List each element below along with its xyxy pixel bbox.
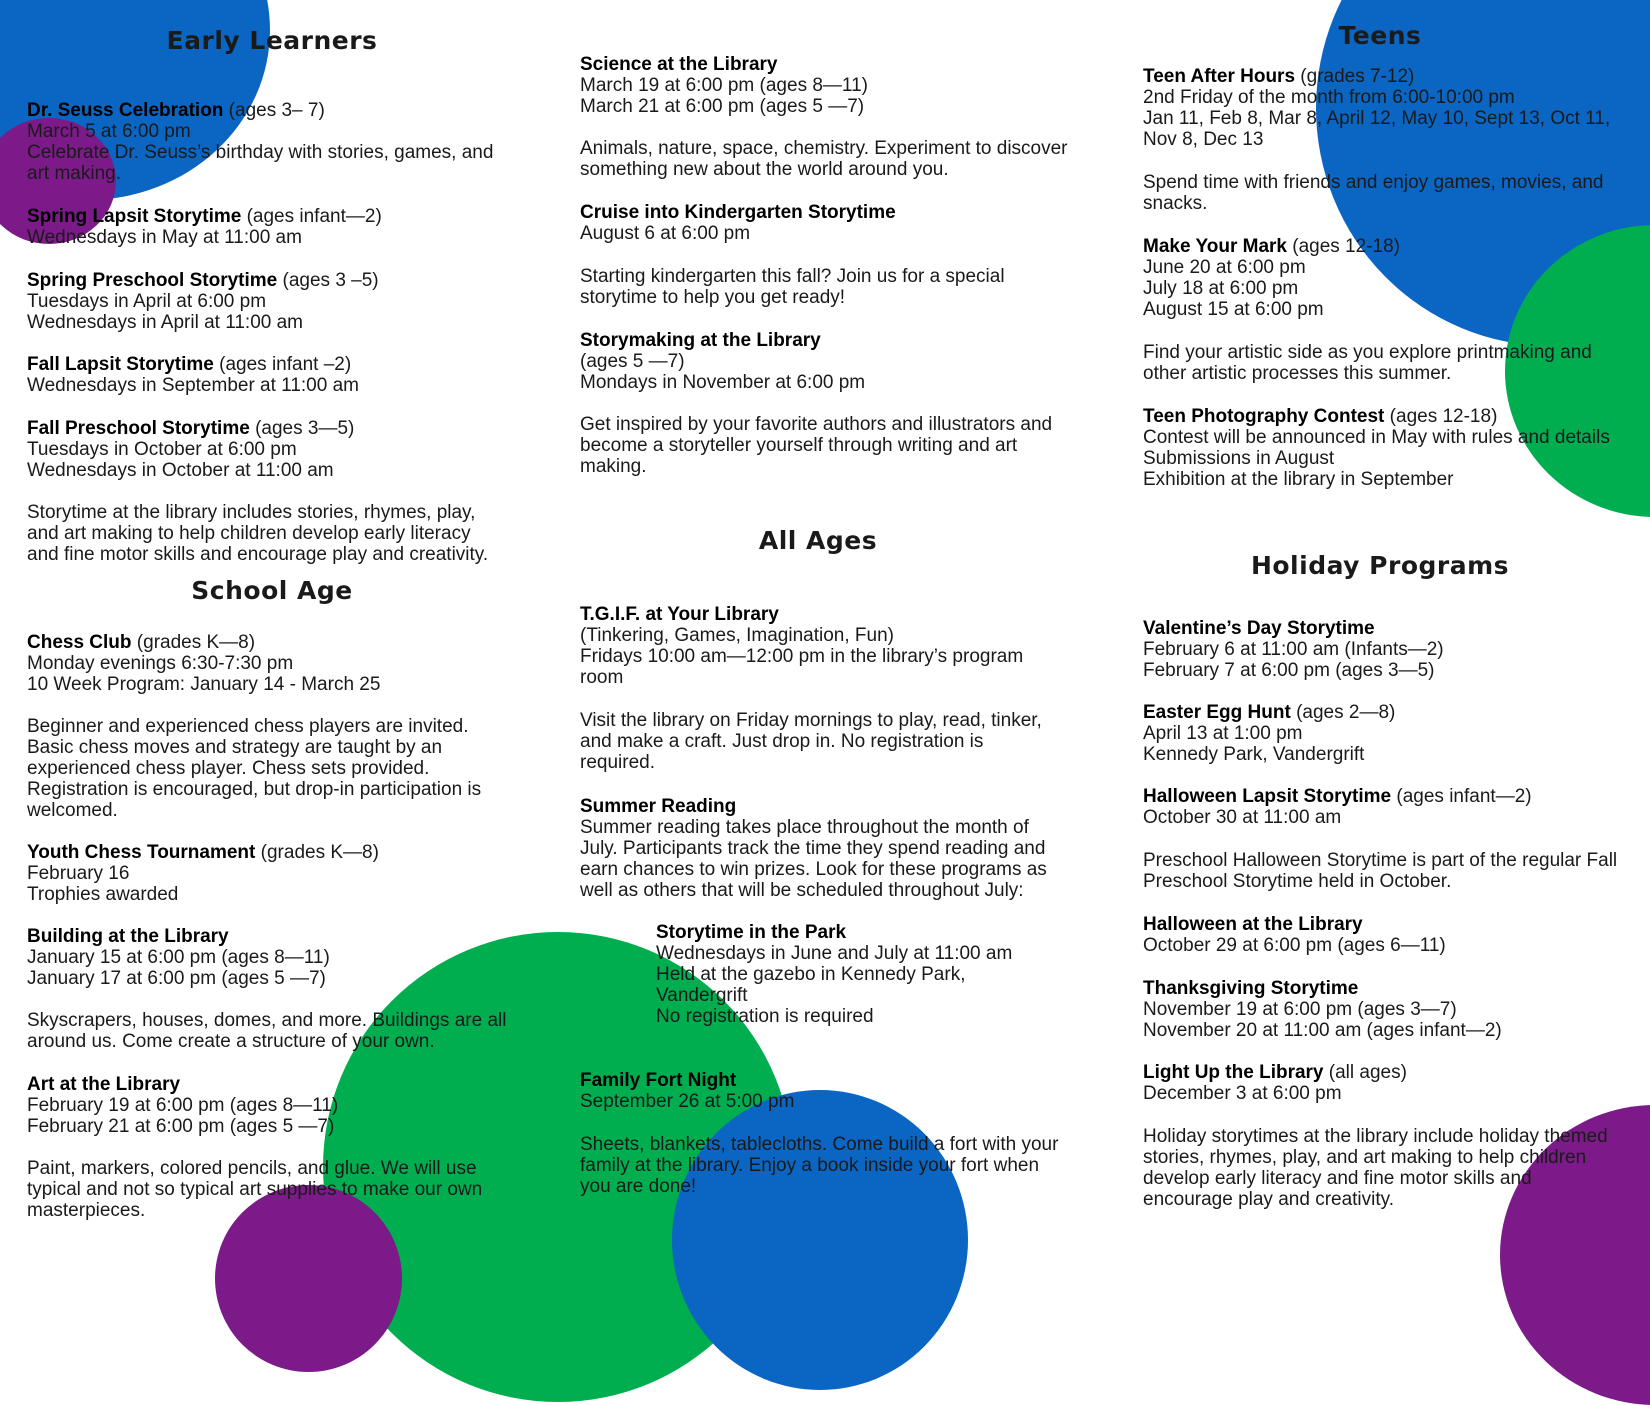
summer-reading [580,796,1047,901]
thanksgiving-date-1: November 19 at 6:00 pm (ages 3—7) [1143,999,1457,1020]
easter-date: April 13 at 1:00 pm [1143,723,1303,744]
summer-desc-line: well as others that will be scheduled throughout July: [580,880,1024,901]
dr-seuss-date: March 5 at 6:00 pm [27,121,191,142]
storytime-description [27,502,488,565]
fort-description [580,1134,1058,1197]
cruise-desc-line: Starting kindergarten this fall? Join us for a special [580,266,1005,287]
storytime-desc-line: Storytime at the library includes stories, rhymes, play, [27,502,476,523]
tgif-description [580,710,1042,773]
halloween-note [1143,850,1617,892]
dr-seuss-desc-2: art making. [27,163,121,184]
holiday-desc-line: encourage play and creativity. [1143,1189,1395,1210]
photo-ages: (ages 12-18) [1384,406,1498,427]
teen-photography-contest [1143,406,1610,490]
fall-preschool-title: Fall Preschool Storytime [27,418,250,439]
storymaking-at-the-library [580,330,865,393]
chess-desc-line: Basic chess moves and strategy are taught by an [27,737,443,758]
early-learners-heading: Early Learners [166,26,378,55]
valentine-date-2: February 7 at 6:00 pm (ages 3—5) [1143,660,1435,681]
family-fort-night [580,1070,794,1112]
after-hours-description [1143,172,1603,214]
chess-description [27,716,481,821]
park-detail-line: Wednesdays in June and July at 11:00 am [656,943,1013,964]
chess-desc-line: welcomed. [27,800,118,821]
art-desc-line: typical and not so typical art supplies to make our own [27,1179,483,1200]
cruise-description [580,266,1005,308]
valentines-day-storytime [1143,618,1444,681]
light-up-date: December 3 at 6:00 pm [1143,1083,1342,1104]
photo-detail-line: Contest will be announced in May with rules and details [1143,427,1610,448]
fall-lapsit-ages: (ages infant –2) [213,354,352,375]
tgif-title: T.G.I.F. at Your Library [580,604,779,625]
science-title: Science at the Library [580,54,778,75]
holiday-desc-line: stories, rhymes, play, and art making to help children [1143,1147,1587,1168]
tgif-desc-line: and make a craft. Just drop in. No registration is [580,731,984,752]
halloween-at-the-library [1143,914,1446,956]
art-desc-line: masterpieces. [27,1200,146,1221]
building-date-2: January 17 at 6:00 pm (ages 5 —7) [27,968,326,989]
art-description [27,1158,482,1221]
fall-preschool-date-2: Wednesdays in October at 11:00 am [27,460,334,481]
spring-preschool-date-1: Tuesdays in April at 6:00 pm [27,291,267,312]
chess-desc-line: experienced chess player. Chess sets provided. [27,758,430,779]
halloween-lib-title: Halloween at the Library [1143,914,1363,935]
fort-desc-line: Sheets, blankets, tablecloths. Come build a fort with your [580,1134,1059,1155]
all-ages-heading: All Ages [758,526,878,555]
halloween-note-line: Preschool Storytime held in October. [1143,871,1452,892]
building-desc-line: Skyscrapers, houses, domes, and more. Buildings are all [27,1010,507,1031]
art-desc-line: Paint, markers, colored pencils, and glue. We will use [27,1158,477,1179]
after-desc-line: Spend time with friends and enjoy games, movies, and [1143,172,1604,193]
building-title: Building at the Library [27,926,229,947]
halloween-note-line: Preschool Halloween Storytime is part of the regular Fall [1143,850,1618,871]
halloween-lapsit-date: October 30 at 11:00 am [1143,807,1342,828]
science-description [580,138,1068,180]
dr-seuss-title: Dr. Seuss Celebration [27,100,224,121]
mark-desc-line: other artistic processes this summer. [1143,363,1452,384]
spring-preschool-title: Spring Preschool Storytime [27,270,278,291]
easter-egg-hunt [1143,702,1395,765]
park-detail-line: No registration is required [656,1006,874,1027]
storymaking-desc-line: become a storyteller yourself through writing and art [580,435,1018,456]
fall-lapsit-storytime [27,354,359,396]
after-desc-line: snacks. [1143,193,1208,214]
spring-lapsit-storytime [27,206,382,248]
cruise-date: August 6 at 6:00 pm [580,223,751,244]
after-hours-title: Teen After Hours [1143,66,1296,87]
fall-preschool-date-1: Tuesdays in October at 6:00 pm [27,439,297,460]
mark-ages: (ages 12-18) [1286,236,1400,257]
spring-preschool-storytime [27,270,379,333]
fall-preschool-storytime [27,418,354,481]
art-title: Art at the Library [27,1074,181,1095]
fall-lapsit-title: Fall Lapsit Storytime [27,354,214,375]
mark-title: Make Your Mark [1143,236,1287,257]
mark-date-1: June 20 at 6:00 pm [1143,257,1306,278]
spring-lapsit-ages: (ages infant—2) [241,206,382,227]
tgif-schedule-2: room [580,667,624,688]
teens-heading: Teens [1338,21,1422,50]
spring-preschool-date-2: Wednesdays in April at 11:00 am [27,312,304,333]
chess-club-grades: (grades K—8) [131,632,256,653]
art-date-1: February 19 at 6:00 pm (ages 8—11) [27,1095,339,1116]
thanksgiving-date-2: November 20 at 11:00 am (ages infant—2) [1143,1020,1502,1041]
dr-seuss-desc-1: Celebrate Dr. Seuss’s birthday with stories, games, and [27,142,494,163]
photo-title: Teen Photography Contest [1143,406,1385,427]
light-up-title: Light Up the Library [1143,1062,1324,1083]
halloween-lapsit-title: Halloween Lapsit Storytime [1143,786,1392,807]
mark-date-2: July 18 at 6:00 pm [1143,278,1299,299]
park-detail-line: Vandergrift [656,985,748,1006]
light-up-ages: (all ages) [1323,1062,1407,1083]
fort-title: Family Fort Night [580,1070,737,1091]
chess-club [27,632,380,695]
chess-desc-line: Registration is encouraged, but drop-in participation is [27,779,482,800]
building-at-the-library [27,926,330,989]
chess-desc-line: Beginner and experienced chess players are invited. [27,716,469,737]
storymaking-desc-line: making. [580,456,647,477]
tgif-subtitle: (Tinkering, Games, Imagination, Fun) [580,625,894,646]
after-hours-dates-2: Nov 8, Dec 13 [1143,129,1264,150]
storymaking-title: Storymaking at the Library [580,330,821,351]
after-hours-grades: (grades 7-12) [1295,66,1415,87]
school-age-heading: School Age [191,576,353,605]
dr-seuss-ages: (ages 3– 7) [223,100,325,121]
science-desc-line: something new about the world around you. [580,159,949,180]
building-date-1: January 15 at 6:00 pm (ages 8—11) [27,947,330,968]
storymaking-desc-line: Get inspired by your favorite authors and illustrators and [580,414,1053,435]
mark-date-3: August 15 at 6:00 pm [1143,299,1324,320]
mark-desc-line: Find your artistic side as you explore printmaking and [1143,342,1592,363]
fall-lapsit-date: Wednesdays in September at 11:00 am [27,375,359,396]
halloween-lapsit-ages: (ages infant—2) [1391,786,1532,807]
after-hours-schedule: 2nd Friday of the month from 6:00-10:00 pm [1143,87,1515,108]
halloween-lib-date: October 29 at 6:00 pm (ages 6—11) [1143,935,1446,956]
storymaking-date: Mondays in November at 6:00 pm [580,372,866,393]
youth-chess-grades: (grades K—8) [255,842,379,863]
spring-lapsit-date: Wednesdays in May at 11:00 am [27,227,302,248]
cruise-title: Cruise into Kindergarten Storytime [580,202,896,223]
fall-preschool-ages: (ages 3—5) [249,418,355,439]
summer-reading-title: Summer Reading [580,796,737,817]
holiday-programs-heading: Holiday Programs [1250,551,1510,580]
thanksgiving-storytime [1143,978,1502,1041]
dr-seuss-celebration [27,100,493,184]
spring-lapsit-title: Spring Lapsit Storytime [27,206,242,227]
youth-chess-trophies: Trophies awarded [27,884,179,905]
valentine-date-1: February 6 at 11:00 am (Infants—2) [1143,639,1444,660]
spring-preschool-ages: (ages 3 –5) [277,270,379,291]
building-desc-line: around us. Come create a structure of your own. [27,1031,435,1052]
cruise-desc-line: storytime to help you get ready! [580,287,846,308]
park-detail-line: Held at the gazebo in Kennedy Park, [656,964,966,985]
science-desc-line: Animals, nature, space, chemistry. Experiment to discover [580,138,1068,159]
easter-location: Kennedy Park, Vandergrift [1143,744,1365,765]
art-at-the-library [27,1074,338,1137]
park-title: Storytime in the Park [656,922,847,943]
easter-ages: (ages 2—8) [1290,702,1396,723]
make-your-mark [1143,236,1400,320]
tgif-at-your-library [580,604,1023,688]
fort-date: September 26 at 5:00 pm [580,1091,795,1112]
valentine-title: Valentine’s Day Storytime [1143,618,1375,639]
thanksgiving-title: Thanksgiving Storytime [1143,978,1359,999]
storytime-desc-line: and fine motor skills and encourage play and creativity. [27,544,489,565]
easter-title: Easter Egg Hunt [1143,702,1291,723]
fort-desc-line: you are done! [580,1176,697,1197]
science-date-1: March 19 at 6:00 pm (ages 8—11) [580,75,868,96]
storymaking-description [580,414,1052,477]
summer-desc-line: Summer reading takes place throughout the month of [580,817,1029,838]
youth-chess-date: February 16 [27,863,130,884]
light-up-the-library [1143,1062,1407,1104]
tgif-desc-line: Visit the library on Friday mornings to play, read, tinker, [580,710,1042,731]
science-date-2: March 21 at 6:00 pm (ages 5 —7) [580,96,865,117]
summer-desc-line: July. Participants track the time they spend reading and [580,838,1046,859]
after-hours-dates-1: Jan 11, Feb 8, Mar 8, April 12, May 10, Sept 13, Oct 11, [1143,108,1611,129]
storymaking-ages: (ages 5 —7) [580,351,685,372]
chess-club-title: Chess Club [27,632,132,653]
photo-detail-line: Exhibition at the library in September [1143,469,1454,490]
fort-desc-line: family at the library. Enjoy a book inside your fort when [580,1155,1040,1176]
holiday-desc-line: Holiday storytimes at the library include holiday themed [1143,1126,1608,1147]
science-at-the-library [580,54,868,117]
summer-desc-line: earn chances to win prizes. Look for these programs as [580,859,1047,880]
youth-chess-title: Youth Chess Tournament [27,842,256,863]
photo-detail-line: Submissions in August [1143,448,1335,469]
youth-chess-tournament [27,842,379,905]
holiday-description [1143,1126,1608,1210]
art-date-2: February 21 at 6:00 pm (ages 5 —7) [27,1116,335,1137]
storytime-in-the-park [580,922,1012,1027]
cruise-into-kindergarten [580,202,896,244]
chess-club-program: 10 Week Program: January 14 - March 25 [27,674,381,695]
halloween-lapsit-storytime [1143,786,1532,828]
holiday-desc-line: develop early literacy and fine motor skills and [1143,1168,1532,1189]
tgif-schedule-1: Fridays 10:00 am—12:00 pm in the library’s program [580,646,1024,667]
mark-description [1143,342,1592,384]
tgif-desc-line: required. [580,752,655,773]
teen-after-hours [1143,66,1610,150]
chess-club-schedule: Monday evenings 6:30-7:30 pm [27,653,294,674]
storytime-desc-line: and art making to help children develop early literacy [27,523,471,544]
building-description [27,1010,506,1052]
